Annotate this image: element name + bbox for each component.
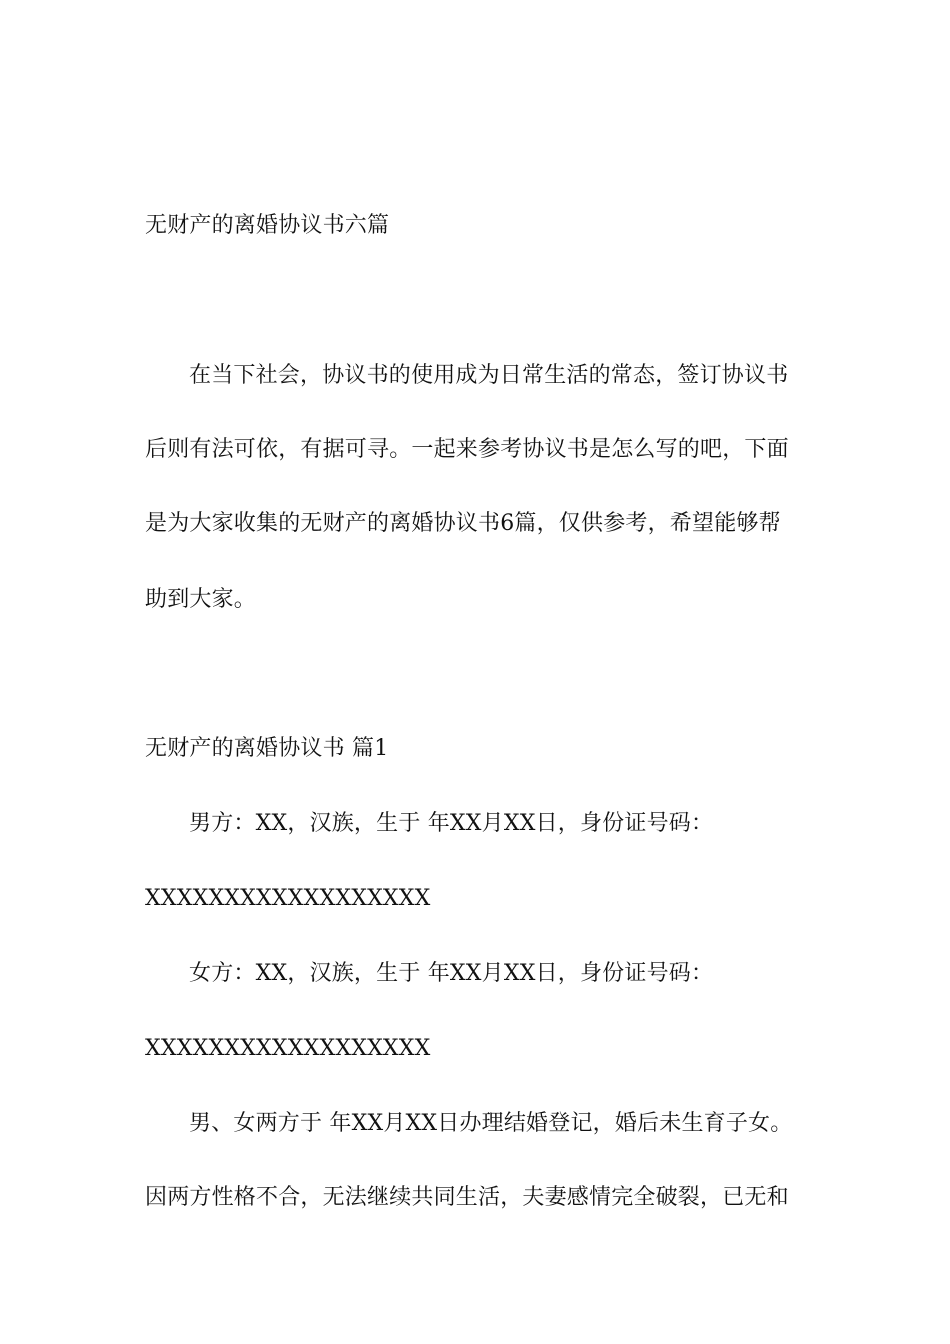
female-id-number: XXXXXXXXXXXXXXXXXX — [145, 1036, 431, 1061]
body-line-2: 因两方性格不合，无法继续共同生活，夫妻感情完全破裂，已无和 — [145, 1185, 789, 1210]
female-party-line: 女方：XX，汉族，生于 年XX月XX日，身份证号码： — [189, 961, 714, 986]
intro-line-3: 是为大家收集的无财产的离婚协议书6篇，仅供参考，希望能够帮 — [145, 511, 781, 536]
intro-line-4: 助到大家。 — [145, 587, 257, 612]
intro-line-2: 后则有法可依，有据可寻。一起来参考协议书是怎么写的吧，下面 — [145, 437, 789, 462]
document-title: 无财产的离婚协议书六篇 — [145, 213, 390, 238]
male-id-number: XXXXXXXXXXXXXXXXXX — [145, 886, 431, 911]
intro-line-1: 在当下社会，协议书的使用成为日常生活的常态，签订协议书 — [189, 363, 789, 388]
male-party-line: 男方：XX，汉族，生于 年XX月XX日，身份证号码： — [189, 811, 714, 836]
section-heading: 无财产的离婚协议书 篇1 — [145, 736, 389, 761]
body-line-1: 男、女两方于 年XX月XX日办理结婚登记，婚后未生育子女。 — [189, 1111, 793, 1136]
